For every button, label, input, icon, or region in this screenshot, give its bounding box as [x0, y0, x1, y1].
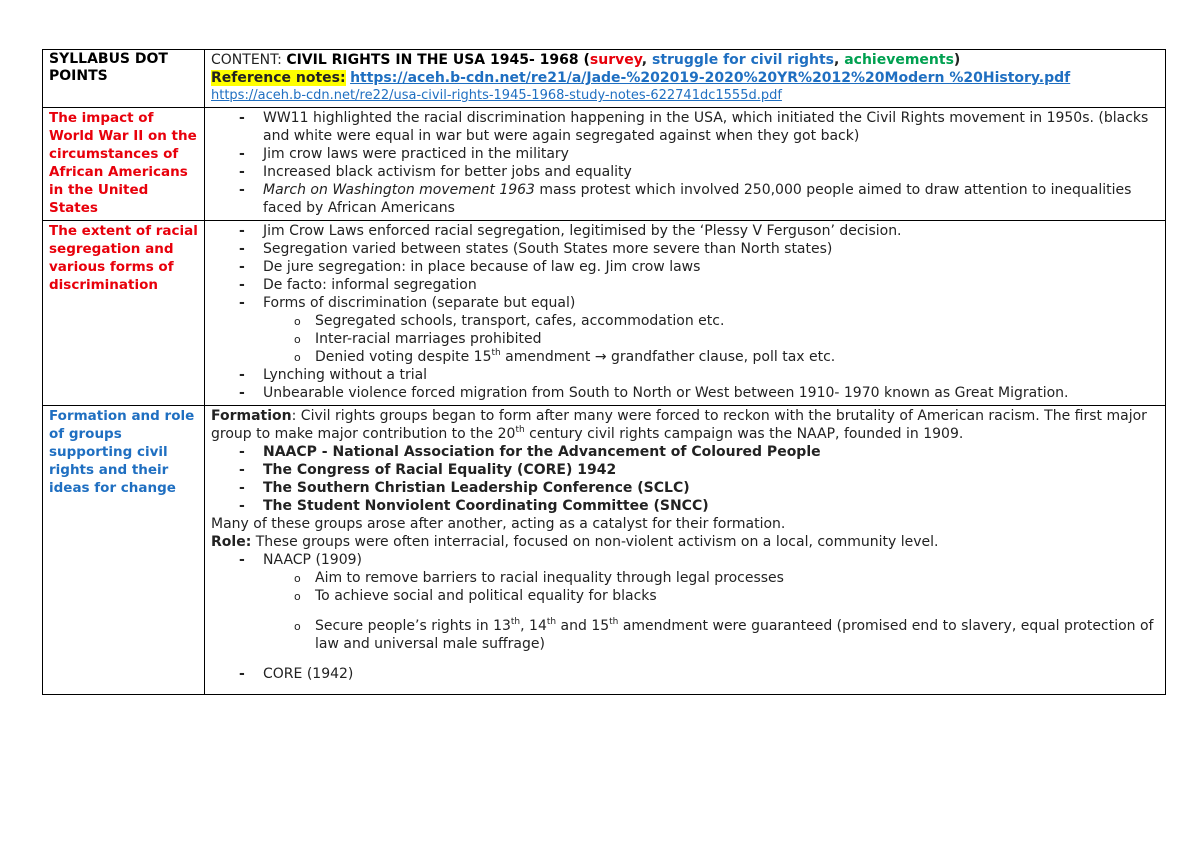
secure-text-end: amendment were guaranteed (promised end to slavery, equal protection of law and universal male suffrage)	[315, 618, 1154, 652]
superscript: th	[510, 617, 521, 627]
formation-text-end: century civil rights campaign was the NAAP, founded in 1909.	[524, 426, 964, 442]
dot-point-groups: Formation and role of groups supporting civil rights and their ideas for change	[43, 406, 205, 695]
list-item	[263, 294, 1159, 366]
sub-list-item: o Inter-racial marriages prohibited	[315, 330, 1159, 348]
struggle-label: struggle for civil rights	[651, 52, 834, 68]
secure-text: Secure people’s rights in 13	[315, 618, 511, 634]
list-item: - Increased black activism for better jobs and equality	[263, 163, 1159, 181]
list-item: - Segregation varied between states (South States more severe than North states)	[263, 240, 1159, 258]
forms-text: Forms of discrimination (separate but equal)	[263, 295, 576, 311]
formation-label: Formation	[211, 408, 292, 424]
list-item: - CORE (1942)	[263, 665, 1159, 683]
list-item: - NAACP - National Association for the Advancement of Coloured People	[263, 443, 1159, 461]
secure-text: and 15	[556, 618, 610, 634]
superscript: th	[609, 617, 619, 627]
survey-label: survey	[589, 52, 642, 68]
superscript: th	[515, 425, 525, 435]
dot-point-ww2: The impact of World War II on the circumstances of African Americans in the United States	[43, 108, 205, 221]
syllabus-header-cell: SYLLABUS DOT POINTS	[43, 50, 205, 108]
list-item: - Jim crow laws were practiced in the military	[263, 145, 1159, 163]
list-item: - Unbearable violence forced migration from South to North or West between 1910- 1970 known as Great Migration.	[263, 384, 1159, 402]
list-item	[263, 551, 1159, 653]
march-title: March on Washington movement 1963	[263, 182, 535, 198]
sub-list-item	[315, 348, 1159, 366]
voting-text: Denied voting despite 15	[315, 349, 492, 365]
list-item: - The Congress of Racial Equality (CORE) 1942	[263, 461, 1159, 479]
sub-list-item	[315, 617, 1159, 653]
header-row	[43, 50, 1166, 108]
sub-list-item: o Aim to remove barriers to racial inequality through legal processes	[315, 569, 1159, 587]
dot-point-segregation: The extent of racial segregation and various forms of discrimination	[43, 221, 205, 406]
comma: ,	[834, 52, 845, 68]
march-text: mass protest which involved 250,000 people aimed to draw attention to inequalities faced by African Americans	[263, 182, 1132, 216]
row-groups	[43, 406, 1166, 695]
achievements-label: achievements	[844, 52, 954, 68]
superscript: th	[491, 348, 501, 358]
list-item: - Lynching without a trial	[263, 366, 1159, 384]
secure-text: , 14	[520, 618, 547, 634]
list-item: - The Student Nonviolent Coordinating Committee (SNCC)	[263, 497, 1159, 515]
content-groups	[205, 406, 1166, 695]
reference-notes	[211, 69, 1159, 87]
naacp-sublist	[263, 569, 1159, 653]
content-prefix: CONTENT:	[211, 52, 287, 68]
close-paren: )	[953, 52, 961, 68]
list-item: - WW11 highlighted the racial discrimination happening in the USA, which initiated the Civil Rights movement in 1950s. (blacks and white were equal in war but were again segregated against when they got back)	[263, 109, 1159, 145]
list-item: - De facto: informal segregation	[263, 276, 1159, 294]
voting-text-end: amendment → grandfather clause, poll tax etc.	[500, 349, 836, 365]
list-item: - The Southern Christian Leadership Conference (SCLC)	[263, 479, 1159, 497]
ww2-list	[211, 109, 1159, 217]
reference-link-2[interactable]: https://aceh.b-cdn.net/re22/usa-civil-rights-1945-1968-study-notes-622741dc1555d.pdf	[211, 88, 782, 103]
segregation-list	[211, 222, 1159, 402]
groups-list	[211, 443, 1159, 515]
formation-paragraph	[211, 407, 1159, 443]
sub-list-item: o Segregated schools, transport, cafes, accommodation etc.	[315, 312, 1159, 330]
role-paragraph	[211, 533, 1159, 551]
list-item	[263, 181, 1159, 217]
row-ww2	[43, 108, 1166, 221]
reference-link-1[interactable]: https://aceh.b-cdn.net/re21/a/Jade-%202019-2020%20YR%2012%20Modern %20History.pdf	[350, 70, 1071, 86]
formation-text: : Civil rights groups began to form after many were forced to reckon with the brutality of American racism. The first major group to make major contribution to the 20	[211, 408, 1147, 442]
syllabus-table	[42, 49, 1166, 695]
sub-list-item: o To achieve social and political equality for blacks	[315, 587, 1159, 605]
content-segregation	[205, 221, 1166, 406]
content-title	[211, 51, 1159, 69]
list-item: - Jim Crow Laws enforced racial segregation, legitimised by the ‘Plessy V Ferguson’ decision.	[263, 222, 1159, 240]
comma: ,	[641, 52, 652, 68]
role-text: These groups were often interracial, focused on non-violent activism on a local, community level.	[251, 534, 939, 550]
role-label: Role:	[211, 534, 252, 550]
content-ww2	[205, 108, 1166, 221]
roles-list	[211, 551, 1159, 683]
naacp-label: NAACP (1909)	[263, 552, 362, 568]
reference-notes-label: Reference notes:	[211, 70, 346, 86]
forms-sublist	[263, 312, 1159, 366]
content-title-text: CIVIL RIGHTS IN THE USA 1945- 1968 (	[286, 52, 590, 68]
row-segregation	[43, 221, 1166, 406]
many-groups-text: Many of these groups arose after another, acting as a catalyst for their formation.	[211, 516, 786, 532]
content-header-cell	[205, 50, 1166, 108]
superscript: th	[546, 617, 557, 627]
list-item: - De jure segregation: in place because of law eg. Jim crow laws	[263, 258, 1159, 276]
